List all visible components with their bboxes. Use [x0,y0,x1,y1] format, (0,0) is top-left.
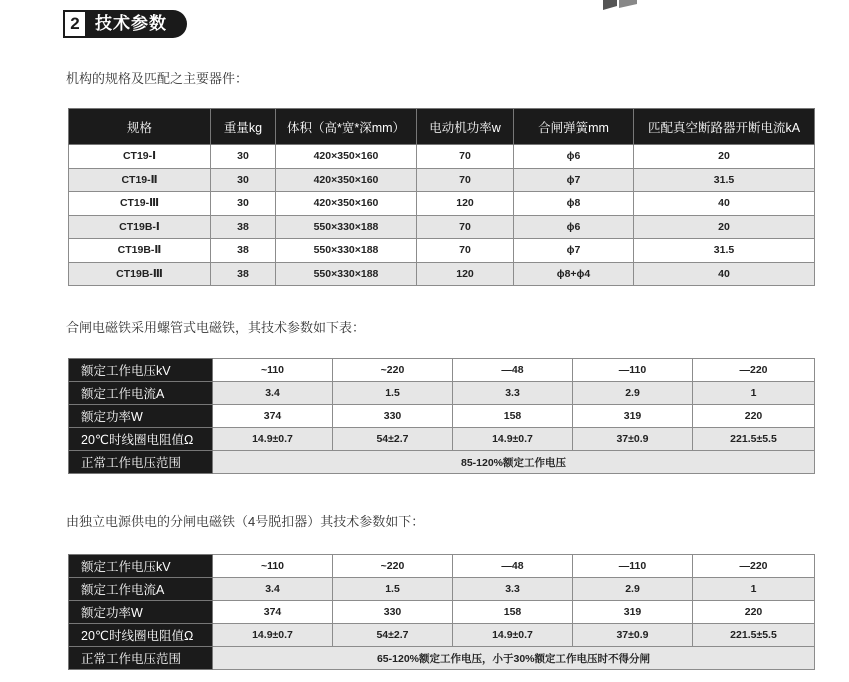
table-cell: 54±2.7 [333,428,453,451]
table-cell: 420×350×160 [276,168,417,192]
table-row [69,168,815,192]
header-cell: 规格 [69,109,211,145]
table-cell: 2.9 [573,578,693,601]
opening-coil-table [68,554,815,670]
spec-table [68,108,815,286]
table-cell: 3.4 [213,578,333,601]
table-cell: —48 [453,359,573,382]
closing-caption: 合闸电磁铁采用螺管式电磁铁，其技术参数如下表： [66,320,366,335]
header-cell: 匹配真空断路器开断电流kA [634,109,815,145]
table-cell: 20 [634,145,815,169]
range-value: 65-120%额定工作电压，小于30%额定工作电压时不得分闸 [213,647,815,670]
header-cell: 体积（高*宽*深mm） [276,109,417,145]
table-row [69,647,815,670]
table-row [69,405,815,428]
table-cell: 40 [634,262,815,286]
row-label: 正常工作电压范围 [69,647,213,670]
table-cell: ɸ6 [514,215,634,239]
table-cell: ɸ7 [514,239,634,263]
table-cell: 70 [417,239,514,263]
table-cell: —110 [573,555,693,578]
table-cell: 550×330×188 [276,239,417,263]
table-cell: 221.5±5.5 [693,428,815,451]
table-cell: 420×350×160 [276,145,417,169]
table-cell: 14.9±0.7 [453,428,573,451]
table-cell: 38 [211,262,276,286]
table-cell: 1 [693,578,815,601]
table-cell: ~220 [333,359,453,382]
table-row [69,359,815,382]
table-row [69,239,815,263]
table-cell: CT19B-Ⅰ [69,215,211,239]
table-row [69,145,815,169]
table-cell: 14.9±0.7 [213,624,333,647]
table-cell: CT19B-Ⅱ [69,239,211,263]
table-cell: —220 [693,359,815,382]
row-label: 额定工作电压kV [69,555,213,578]
table-cell: —110 [573,359,693,382]
table-cell: 3.3 [453,382,573,405]
table-cell: CT19-Ⅱ [69,168,211,192]
table-cell: —48 [453,555,573,578]
table-row [69,601,815,624]
table-row [69,215,815,239]
table-cell: 221.5±5.5 [693,624,815,647]
table-row [69,262,815,286]
table-cell: 550×330×188 [276,215,417,239]
table-row [69,451,815,474]
table-cell: 40 [634,192,815,216]
row-label: 20℃时线圈电阻值Ω [69,624,213,647]
table-row [69,382,815,405]
row-label: 额定工作电压kV [69,359,213,382]
table-cell: 54±2.7 [333,624,453,647]
table-cell: 31.5 [634,239,815,263]
table-cell: 3.4 [213,382,333,405]
table-cell: CT19B-Ⅲ [69,262,211,286]
section-header [63,10,187,38]
table-cell: ɸ6 [514,145,634,169]
table-cell: 30 [211,192,276,216]
row-label: 20℃时线圈电阻值Ω [69,428,213,451]
table-cell: 158 [453,601,573,624]
table-cell: —220 [693,555,815,578]
table-cell: 3.3 [453,578,573,601]
table-cell: 550×330×188 [276,262,417,286]
table-row [69,624,815,647]
table-cell: 14.9±0.7 [453,624,573,647]
table-cell: 120 [417,192,514,216]
row-label: 额定功率W [69,405,213,428]
table-cell: 319 [573,601,693,624]
table-cell: 14.9±0.7 [213,428,333,451]
table-cell: CT19-Ⅰ [69,145,211,169]
table-row [69,578,815,601]
table-cell: 30 [211,168,276,192]
table-cell: 2.9 [573,382,693,405]
table-cell: 330 [333,601,453,624]
row-label: 额定工作电流A [69,382,213,405]
table-cell: 330 [333,405,453,428]
table-cell: 38 [211,215,276,239]
opening-caption: 由独立电源供电的分闸电磁铁（4号脱扣器）其技术参数如下： [66,514,425,529]
header-cell: 电动机功率w [417,109,514,145]
table-cell: ~110 [213,555,333,578]
table-cell: 1 [693,382,815,405]
table-cell: CT19-Ⅲ [69,192,211,216]
row-label: 额定功率W [69,601,213,624]
table-cell: 220 [693,405,815,428]
table-cell: 120 [417,262,514,286]
table-cell: 158 [453,405,573,428]
table-cell: 319 [573,405,693,428]
table-cell: 1.5 [333,382,453,405]
table-cell: ɸ8 [514,192,634,216]
table-cell: 20 [634,215,815,239]
table-cell: 70 [417,168,514,192]
section-title: 技术参数 [95,14,167,33]
table-cell: 37±0.9 [573,428,693,451]
row-label: 正常工作电压范围 [69,451,213,474]
table-cell: ~220 [333,555,453,578]
table-cell: 37±0.9 [573,624,693,647]
table-cell: ɸ7 [514,168,634,192]
table-cell: 70 [417,215,514,239]
table-cell: 38 [211,239,276,263]
section-number: 2 [63,10,87,38]
table-cell: 374 [213,601,333,624]
table-cell: 31.5 [634,168,815,192]
range-value: 85-120%额定工作电压 [213,451,815,474]
table-cell: ɸ8+ɸ4 [514,262,634,286]
table-cell: 30 [211,145,276,169]
table-cell: 220 [693,601,815,624]
spec-header-row [69,109,815,145]
header-cell: 合闸弹簧mm [514,109,634,145]
closing-coil-table [68,358,815,474]
table-cell: 70 [417,145,514,169]
spec-caption: 机构的规格及匹配之主要器件： [66,71,249,86]
table-row [69,192,815,216]
table-row [69,555,815,578]
table-cell: 374 [213,405,333,428]
table-cell: 420×350×160 [276,192,417,216]
table-cell: 1.5 [333,578,453,601]
corner-decoration [603,0,637,10]
header-cell: 重量kg [211,109,276,145]
table-row [69,428,815,451]
table-cell: ~110 [213,359,333,382]
row-label: 额定工作电流A [69,578,213,601]
